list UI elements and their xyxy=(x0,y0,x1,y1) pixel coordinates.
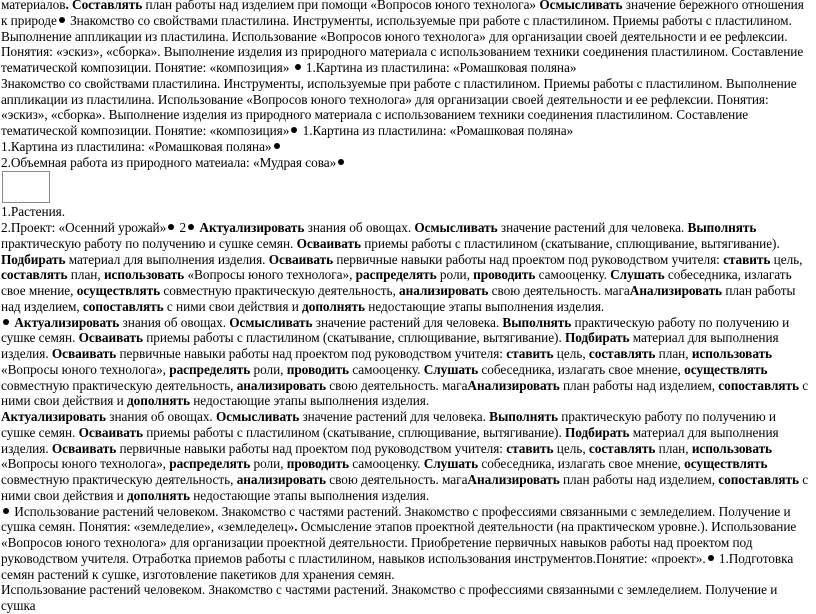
text-run: роли, xyxy=(436,267,474,283)
bold-term: ставить xyxy=(506,346,554,361)
text-run: приемы работы с пластилином (скатывание, сплющивание, вытягивание). xyxy=(142,330,565,346)
bold-term: Осваивать xyxy=(296,235,361,251)
text-run: приемы работы с пластилином (скатывание, сплющивание, вытягивание). xyxy=(142,424,565,440)
text-run: знания об овощах. xyxy=(119,314,230,330)
bold-term: распределять xyxy=(355,267,437,283)
bold-term: составлять xyxy=(588,440,656,456)
text-run: Знакомство со свойствами пластилина. Инструменты, используемые при работе с пластилином. Приемы работы с пластилином. Выполнение аппликации из пластилина. Использование «Вопросов юного технолога» для организации своей деятельности и ее рефлексии. Понятия: «эскиз», «сборка». Выполнение изделия из природного материала с использованием техники соединения пластилином. Составление тематической композиции. Понятие: «композиция» xyxy=(1,12,804,75)
text-run: совместную практическую деятельность, xyxy=(160,283,400,298)
bold-term: осуществлять xyxy=(76,283,161,298)
bold-term: Выполнять xyxy=(687,220,757,235)
text-run: самооценку. xyxy=(348,456,424,472)
text-run: «Вопросы юного технолога», xyxy=(1,456,170,472)
text-run: цель, xyxy=(553,346,589,361)
text-run: свою деятельность. мага xyxy=(488,283,630,298)
text-run: самооценку. xyxy=(535,267,611,283)
bold-term: осуществлять xyxy=(684,456,768,472)
text-run: недостающие этапы выполнения изделия. xyxy=(189,393,430,409)
text-run: совместную практическую деятельность, xyxy=(1,377,237,393)
bullet-dot-icon xyxy=(708,555,714,561)
bold-term: Составлять xyxy=(72,0,143,12)
text-run: 2 xyxy=(176,220,187,235)
text-run: Использование растений человеком. Знакомство с частями растений. Знакомство с профессиями связанными с земледелием. Получение и сушка xyxy=(1,582,778,613)
bold-term: составлять xyxy=(1,267,68,283)
bullet-dot-icon xyxy=(59,17,65,23)
bold-term: ставить xyxy=(723,251,771,267)
text-run: самооценку. xyxy=(348,361,424,377)
bold-term: анализировать xyxy=(236,472,326,487)
text-run: первичные навыки работы над проектом под руководством учителя: xyxy=(333,251,724,267)
text-run: собеседника, излагать свое мнение, xyxy=(478,361,685,377)
text-run: совместную практическую деятельность, xyxy=(1,472,237,487)
bold-term: Анализировать xyxy=(467,472,560,487)
bold-term: Выполнять xyxy=(502,314,572,330)
bold-term: Осваивать xyxy=(78,424,143,440)
text-run: 1.Картина из пластилина: «Ромашковая поляна» xyxy=(302,60,577,75)
text-run: собеседника, излагать свое мнение, xyxy=(478,456,685,472)
bold-term: Осмысливать xyxy=(414,220,498,235)
bullet-dot-icon xyxy=(168,224,174,230)
text-run: недостающие этапы выполнения изделия. xyxy=(364,298,605,314)
text-run: план работы над изделием, xyxy=(559,472,719,487)
text-run: свою деятельность. мага xyxy=(326,472,468,487)
para-plants-usage-2 xyxy=(1,582,811,614)
text-run: план работы над изделием при помощи «Вопросов юного технолога» xyxy=(142,0,540,12)
text-run: практическую работу по получению и сушке семян. xyxy=(1,409,776,440)
document-page xyxy=(1,0,811,614)
text-run: роли, xyxy=(250,361,287,377)
bold-term: дополнять xyxy=(127,487,190,503)
text-run: материал для выполнения изделия. xyxy=(1,424,779,456)
text-run: роли, xyxy=(250,456,287,472)
para-project-harvest xyxy=(1,220,811,315)
bold-term: Подбирать xyxy=(1,251,66,267)
bold-term: Осваивать xyxy=(51,440,117,456)
bold-term: распределять xyxy=(169,456,251,472)
bold-term: Осмысливать xyxy=(229,314,313,330)
bold-term: Подбирать xyxy=(565,424,630,440)
text-run: цель, xyxy=(553,440,589,456)
text-run: собеседника, излагать свое мнение, xyxy=(1,267,792,298)
text-run: цель, xyxy=(770,251,803,267)
bold-term: анализировать xyxy=(399,283,489,298)
text-run: с ними свои действия и xyxy=(163,298,303,314)
bold-term: Слушать xyxy=(423,456,479,472)
text-run: 2.Проект: «Осенний урожай» xyxy=(1,220,167,235)
text-run: 1.Подготовка семян растений к сушке, изготовление пакетиков для хранения семян. xyxy=(1,550,794,582)
bold-term: Осваивать xyxy=(51,346,117,361)
text-run: материалов xyxy=(1,0,66,12)
text-run: план, xyxy=(655,440,692,456)
para-owl xyxy=(1,155,811,171)
bold-term: . xyxy=(294,519,298,535)
bold-term: составлять xyxy=(588,346,656,361)
text-run: материал для выполнения изделия. xyxy=(65,251,269,267)
para-actualize-1 xyxy=(1,315,811,410)
bold-term: Анализировать xyxy=(467,377,560,393)
text-run: значение бережного отношения к природе xyxy=(1,0,804,28)
text-run: план работы над изделием, xyxy=(1,283,796,314)
bold-term: проводить xyxy=(286,456,349,472)
text-run: практическую работу по получению и сушке семян. xyxy=(1,314,790,346)
bold-term: сопоставлять xyxy=(82,298,164,314)
empty-image-frame xyxy=(2,171,50,203)
text-run: значение растений для человека. xyxy=(299,409,490,424)
bold-term: Актуализировать xyxy=(199,220,305,235)
text-run: Использование растений человеком. Знакомство с частями растений. Знакомство с профессиями связанными с земледелием. Получение и сушка семян. Понятия: «земледелие», «земледелец» xyxy=(1,503,791,535)
bullet-dot-icon xyxy=(338,159,344,165)
text-run: свою деятельность. мага xyxy=(326,377,468,393)
text-run: с ними свои действия и xyxy=(1,377,809,409)
text-run: план работы над изделием, xyxy=(559,377,719,393)
bullet-dot-icon xyxy=(3,508,9,514)
bold-term: использовать xyxy=(691,440,773,456)
bold-term: Осмысливать xyxy=(539,0,623,12)
text-run: значение растений для человека. xyxy=(497,220,688,235)
para-plasticine-intro xyxy=(1,76,811,139)
para-picture-daisy xyxy=(1,139,811,155)
bold-term: анализировать xyxy=(236,377,326,393)
text-run: недостающие этапы выполнения изделия. xyxy=(189,487,430,503)
para-plants-usage-1 xyxy=(1,504,811,583)
text-run: с ними свои действия и xyxy=(1,472,809,503)
bold-term: Подбирать xyxy=(565,330,630,346)
bullet-dot-icon xyxy=(291,127,297,133)
text-run: Осмысление этапов проектной деятельности (на практическом уровне.). Использование «Вопросов юного технолога» для организации проектной деятельности. Приобретение первичных навыков работы над проектом под руководством учителя. Отработка приемов работы с пластилином, навыков использования инструментов.Понятие: «проект». xyxy=(1,519,797,566)
text-run: материал для выполнения изделия. xyxy=(1,330,779,361)
text-run: знания об овощах. xyxy=(304,220,415,235)
bold-term: Осваивать xyxy=(268,251,334,267)
bullet-dot-icon xyxy=(295,64,301,70)
bold-term: использовать xyxy=(103,267,185,283)
text-run: 2.Объемная работа из природного матеиала: «Мудрая сова» xyxy=(1,154,337,170)
bold-term: сопоставлять xyxy=(718,377,799,393)
text-run: значение растений для человека. xyxy=(312,314,503,330)
bold-term: ставить xyxy=(506,440,554,456)
text-run: 1.Растения. xyxy=(1,204,66,220)
text-run: «Вопросы юного технолога», xyxy=(184,267,356,283)
text-run: «Вопросы юного технолога», xyxy=(1,361,170,377)
bold-term: Осмысливать xyxy=(215,409,300,424)
text-run: первичные навыки работы над проектом под руководством учителя: xyxy=(116,440,507,456)
bold-term: осуществлять xyxy=(684,361,768,377)
text-run: знания об овощах. xyxy=(106,409,216,424)
bold-term: Выполнять xyxy=(489,409,558,424)
text-run: практическую работу по получению и сушке семян. xyxy=(1,235,297,251)
bullet-dot-icon xyxy=(3,319,9,325)
para-materials-plan xyxy=(1,0,811,76)
bold-term: сопоставлять xyxy=(718,472,799,487)
text-run: план, xyxy=(655,346,692,361)
bold-term: использовать xyxy=(691,346,773,361)
para-plants xyxy=(1,204,811,220)
text-run: Знакомство со свойствами пластилина. Инструменты, используемые при работе с пластилином. Приемы работы с пластилином. Выполнение аппликации из пластилина. Использование «Вопросов юного технолога» для организации своей деятельности и ее рефлексии. Понятия: «эскиз», «сборка». Выполнение изделия из природного материала с использованием техники соединения пластилином. Составление тематической композиции. Понятие: «композиция» xyxy=(1,75,797,138)
text-run: план, xyxy=(67,267,104,283)
bold-term: . xyxy=(65,0,73,12)
para-actualize-2 xyxy=(1,409,811,504)
bold-term: проводить xyxy=(473,267,536,283)
bold-term: Осваивать xyxy=(78,330,143,346)
text-run: приемы работы с пластилином (скатывание, сплющивание, вытягивание). xyxy=(360,235,780,251)
bold-term: дополнять xyxy=(127,393,190,409)
bold-term: Слушать xyxy=(423,361,479,377)
text-run: первичные навыки работы над проектом под руководством учителя: xyxy=(116,346,507,361)
bold-term: Анализировать xyxy=(629,283,723,298)
bold-term: Актуализировать xyxy=(14,314,120,330)
text-run: 1.Картина из пластилина: «Ромашковая поляна» xyxy=(1,138,272,154)
bullet-dot-icon xyxy=(274,143,280,149)
bold-term: распределять xyxy=(169,361,251,377)
bold-term: Актуализировать xyxy=(1,409,106,424)
text-run: 1.Картина из пластилина: «Ромашковая поляна» xyxy=(299,123,574,138)
bold-term: проводить xyxy=(286,361,349,377)
bold-term: дополнять xyxy=(302,298,365,314)
bullet-dot-icon xyxy=(188,224,194,230)
bold-term: Слушать xyxy=(610,267,665,283)
